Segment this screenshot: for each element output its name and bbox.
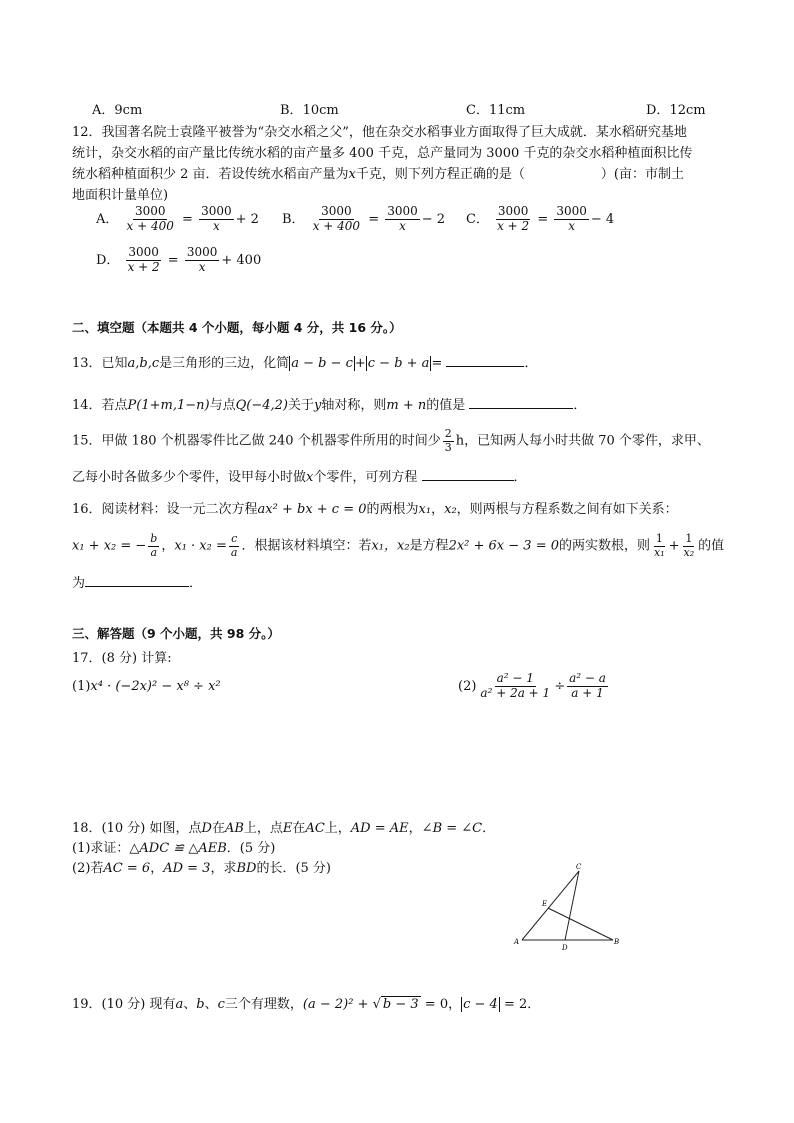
q12-line2: 统计，杂交水稻的亩产量比传统水稻的亩产量多 400 千克，总产量同为 3000 千克的杂交水稻种植面积比传 [72, 146, 693, 161]
q18-triangle-figure [505, 858, 625, 953]
q12-option-a: A． $\frac{3000}{x + 400}$ = $\frac{3000}{x}$ + 2 [96, 204, 259, 233]
q17-title: 17．(8 分) 计算: [72, 651, 172, 666]
label-d: D [562, 944, 568, 952]
q19: 19．(10 分) 现有a、b、c三个有理数，(a − 2)² + √ b − 3 = 0， c − 4 = 2． [72, 997, 541, 1012]
q12-line4: 地面积计量单位) [72, 188, 169, 203]
segment-ac [522, 871, 579, 940]
q13-answer-blank[interactable] [446, 353, 524, 367]
section-3-title: 三、解答题（9 个小题，共 98 分。） [72, 626, 280, 641]
q15-answer-blank[interactable] [422, 467, 514, 481]
segment-cd [565, 871, 579, 940]
q12-option-d: D． $\frac{3000}{x + 2}$ = $\frac{3000}{x}$ + 400 [96, 245, 262, 274]
q11-option-a: A．9cm [92, 103, 143, 118]
q15-line2: 乙每小时各做多少个零件，设甲每小时做x个零件，可列方程 ． [72, 466, 527, 485]
label-c: C [576, 863, 582, 871]
q12-line1: 12．我国著名院士袁隆平被誉为“杂交水稻之父”，他在杂交水稻事业方面取得了巨大成就．某水稻研究基地 [72, 125, 687, 140]
q16-line2: x₁ + x₂ = − $\frac{b}{a}$ ，x₁ · x₂ = $\frac{c}{a}$ ．根据该材料填空：若x₁，x₂是方程2x² + 6x − 3 = 0的两实数根，则 $\frac{1}{\text{x₁}}$ + $\frac{1}{\text{x₂}}$ 的值 [72, 532, 725, 559]
label-e: E [542, 900, 548, 908]
q15-line1: 15．甲做 180 个机器零件比乙做 240 个机器零件所用的时间少 $\frac{2}{3}$ h，已知两人每小时共做 70 个零件，求甲、 [72, 427, 710, 454]
q18-part2: (2)若AC = 6，AD = 3，求BD的长．(5 分) [72, 861, 332, 876]
q16-line3: 为 ． [72, 572, 202, 591]
q12-line3: 统水稻种植面积少 2 亩．若设传统水稻亩产量为x千克，则下列方程正确的是（ ）(亩：市制土 [72, 167, 684, 182]
q14-answer-blank[interactable] [469, 395, 573, 409]
q17-part1: (1)x⁴ · (−2x)² − x⁸ ÷ x² [72, 679, 221, 694]
label-b: B [614, 938, 620, 946]
q13: 13．已知a,b,c是三角形的三边，化简 a − b − c + c − b + a = ． [72, 352, 538, 371]
q17-part2: (2) $\frac{\text{a² − 1}}{\text{a² + 2a + 1}}$ ÷ $\frac{\text{a² − a}}{a + 1}$ [458, 671, 606, 700]
q18-part1: (1)求证：△ADC ≌ △AEB．(5 分) [72, 841, 276, 856]
q12-option-c: C． $\frac{3000}{x + 2}$ = $\frac{3000}{x}$ − 4 [466, 204, 615, 233]
q11-option-c: C．11cm [466, 103, 526, 118]
q11-option-d: D．12cm [646, 103, 706, 118]
q18-line1: 18．(10 分) 如图，点D在AB上，点E在AC上，AD = AE，∠B = ∠C． [72, 821, 496, 836]
label-a: A [514, 938, 520, 946]
q16-line1: 16．阅读材料：设一元二次方程ax² + bx + c = 0的两根为x₁，x₂，则两根与方程系数之间有如下关系： [72, 502, 678, 517]
q14: 14．若点P(1+m,1−n)与点Q(−4,2)关于y轴对称，则m + n的值是 ． [72, 394, 586, 413]
q16-answer-blank[interactable] [85, 573, 189, 587]
q12-option-b: B． $\frac{3000}{x + 400}$ = $\frac{3000}{x}$ − 2 [282, 204, 446, 233]
q11-option-b: B．10cm [280, 103, 339, 118]
section-2-title: 二、填空题（本题共 4 个小题，每小题 4 分，共 16 分。） [72, 320, 402, 335]
segment-eb [548, 908, 613, 940]
